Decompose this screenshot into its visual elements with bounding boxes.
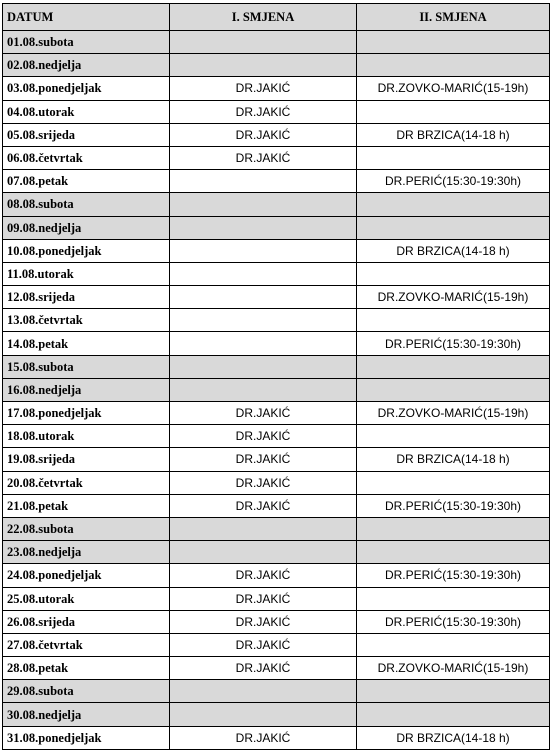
shift-2-cell	[357, 355, 550, 378]
shift-1-cell	[170, 193, 357, 216]
date-cell: 20.08.četvrtak	[3, 471, 170, 494]
shift-1-cell: DR.JAKIĆ	[170, 123, 357, 146]
shift-2-cell	[357, 146, 550, 169]
shift-2-cell	[357, 216, 550, 239]
date-cell: 22.08.subota	[3, 517, 170, 540]
shift-2-cell: DR.PERIĆ(15:30-19:30h)	[357, 494, 550, 517]
date-cell: 03.08.ponedjeljak	[3, 77, 170, 100]
header-datum: DATUM	[3, 4, 170, 31]
table-row	[3, 332, 550, 355]
shift-1-cell	[170, 332, 357, 355]
date-cell: 28.08.petak	[3, 657, 170, 680]
shift-1-cell	[170, 378, 357, 401]
table-row	[3, 355, 550, 378]
shift-1-cell	[170, 262, 357, 285]
table-row	[3, 54, 550, 77]
shift-2-cell	[357, 193, 550, 216]
shift-2-cell: DR.ZOVKO-MARIĆ(15-19h)	[357, 402, 550, 425]
shift-2-cell	[357, 309, 550, 332]
table-row	[3, 448, 550, 471]
shift-1-cell	[170, 239, 357, 262]
table-row	[3, 193, 550, 216]
header-shift-1: I. SMJENA	[170, 4, 357, 31]
table-row	[3, 216, 550, 239]
date-cell: 29.08.subota	[3, 680, 170, 703]
date-cell: 31.08.ponedjeljak	[3, 726, 170, 749]
shift-2-cell: DR BRZICA(14-18 h)	[357, 239, 550, 262]
shift-1-cell: DR.JAKIĆ	[170, 448, 357, 471]
shift-2-cell: DR BRZICA(14-18 h)	[357, 726, 550, 749]
shift-2-cell: DR BRZICA(14-18 h)	[357, 123, 550, 146]
shift-1-cell: DR.JAKIĆ	[170, 587, 357, 610]
date-cell: 23.08.nedjelja	[3, 541, 170, 564]
shift-1-cell	[170, 54, 357, 77]
table-row	[3, 31, 550, 54]
shift-1-cell	[170, 517, 357, 540]
header-shift-2: II. SMJENA	[357, 4, 550, 31]
table-row	[3, 378, 550, 401]
shift-1-cell: DR.JAKIĆ	[170, 657, 357, 680]
shift-2-cell	[357, 54, 550, 77]
date-cell: 08.08.subota	[3, 193, 170, 216]
shift-1-cell: DR.JAKIĆ	[170, 425, 357, 448]
date-cell: 26.08.srijeda	[3, 610, 170, 633]
table-row	[3, 123, 550, 146]
date-cell: 11.08.utorak	[3, 262, 170, 285]
shift-1-cell: DR.JAKIĆ	[170, 726, 357, 749]
shift-2-cell	[357, 378, 550, 401]
shift-1-cell: DR.JAKIĆ	[170, 564, 357, 587]
shift-2-cell	[357, 31, 550, 54]
shift-2-cell: DR.PERIĆ(15:30-19:30h)	[357, 610, 550, 633]
date-cell: 04.08.utorak	[3, 100, 170, 123]
table-row	[3, 726, 550, 749]
table-row	[3, 517, 550, 540]
shift-1-cell: DR.JAKIĆ	[170, 471, 357, 494]
shift-2-cell: DR BRZICA(14-18 h)	[357, 448, 550, 471]
date-cell: 05.08.srijeda	[3, 123, 170, 146]
shift-2-cell	[357, 703, 550, 726]
shift-2-cell: DR.ZOVKO-MARIĆ(15-19h)	[357, 77, 550, 100]
shift-2-cell	[357, 633, 550, 656]
table-row	[3, 309, 550, 332]
table-row	[3, 170, 550, 193]
shift-1-cell	[170, 286, 357, 309]
date-cell: 07.08.petak	[3, 170, 170, 193]
shift-1-cell	[170, 541, 357, 564]
table-row	[3, 100, 550, 123]
date-cell: 12.08.srijeda	[3, 286, 170, 309]
table-row	[3, 610, 550, 633]
shift-1-cell	[170, 216, 357, 239]
shift-1-cell: DR.JAKIĆ	[170, 633, 357, 656]
shift-1-cell	[170, 703, 357, 726]
shift-1-cell	[170, 680, 357, 703]
header-row	[3, 4, 550, 31]
schedule-body	[3, 31, 550, 750]
shift-2-cell: DR.ZOVKO-MARIĆ(15-19h)	[357, 286, 550, 309]
table-row	[3, 633, 550, 656]
date-cell: 16.08.nedjelja	[3, 378, 170, 401]
table-row	[3, 471, 550, 494]
table-row	[3, 541, 550, 564]
date-cell: 30.08.nedjelja	[3, 703, 170, 726]
table-row	[3, 286, 550, 309]
table-row	[3, 77, 550, 100]
date-cell: 15.08.subota	[3, 355, 170, 378]
shift-2-cell: DR.PERIĆ(15:30-19:30h)	[357, 170, 550, 193]
date-cell: 21.08.petak	[3, 494, 170, 517]
date-cell: 17.08.ponedjeljak	[3, 402, 170, 425]
shift-2-cell: DR.PERIĆ(15:30-19:30h)	[357, 332, 550, 355]
table-row	[3, 262, 550, 285]
shift-1-cell	[170, 31, 357, 54]
shift-2-cell	[357, 587, 550, 610]
table-row	[3, 402, 550, 425]
date-cell: 06.08.četvrtak	[3, 146, 170, 169]
shift-1-cell: DR.JAKIĆ	[170, 100, 357, 123]
date-cell: 19.08.srijeda	[3, 448, 170, 471]
shift-1-cell: DR.JAKIĆ	[170, 610, 357, 633]
date-cell: 13.08.četvrtak	[3, 309, 170, 332]
date-cell: 24.08.ponedjeljak	[3, 564, 170, 587]
table-row	[3, 564, 550, 587]
table-row	[3, 239, 550, 262]
table-row	[3, 703, 550, 726]
shift-1-cell: DR.JAKIĆ	[170, 402, 357, 425]
shift-2-cell: DR.ZOVKO-MARIĆ(15-19h)	[357, 657, 550, 680]
schedule-table	[2, 3, 550, 750]
date-cell: 02.08.nedjelja	[3, 54, 170, 77]
date-cell: 25.08.utorak	[3, 587, 170, 610]
date-cell: 18.08.utorak	[3, 425, 170, 448]
shift-2-cell	[357, 425, 550, 448]
shift-2-cell	[357, 262, 550, 285]
shift-1-cell	[170, 170, 357, 193]
table-row	[3, 587, 550, 610]
shift-1-cell: DR.JAKIĆ	[170, 146, 357, 169]
shift-2-cell	[357, 541, 550, 564]
shift-1-cell: DR.JAKIĆ	[170, 77, 357, 100]
table-row	[3, 146, 550, 169]
shift-2-cell	[357, 100, 550, 123]
date-cell: 10.08.ponedjeljak	[3, 239, 170, 262]
shift-2-cell	[357, 471, 550, 494]
table-row	[3, 657, 550, 680]
shift-1-cell	[170, 355, 357, 378]
date-cell: 27.08.četvrtak	[3, 633, 170, 656]
shift-2-cell	[357, 680, 550, 703]
table-row	[3, 425, 550, 448]
date-cell: 01.08.subota	[3, 31, 170, 54]
shift-2-cell	[357, 517, 550, 540]
date-cell: 09.08.nedjelja	[3, 216, 170, 239]
table-row	[3, 494, 550, 517]
shift-1-cell: DR.JAKIĆ	[170, 494, 357, 517]
shift-2-cell: DR.PERIĆ(15:30-19:30h)	[357, 564, 550, 587]
date-cell: 14.08.petak	[3, 332, 170, 355]
shift-1-cell	[170, 309, 357, 332]
table-row	[3, 680, 550, 703]
